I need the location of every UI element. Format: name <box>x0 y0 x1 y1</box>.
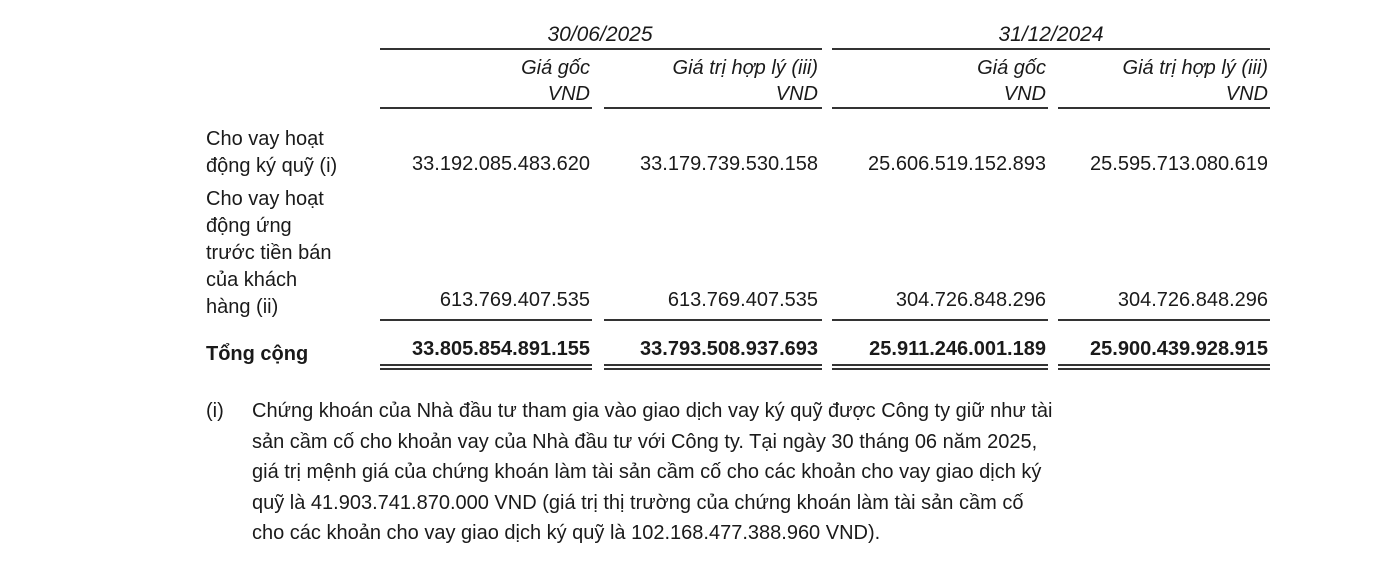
period-underline-2025 <box>380 48 822 50</box>
total-double-line <box>832 364 1048 366</box>
period-underline-2024 <box>832 48 1270 50</box>
table-cell: 304.726.848.296 <box>1117 289 1268 311</box>
period-header-2025: 30/06/2025 <box>547 23 653 46</box>
period-header-2024: 31/12/2024 <box>998 23 1104 46</box>
total-double-line <box>380 364 592 366</box>
table-cell: 33.179.739.530.158 <box>640 153 818 175</box>
total-double-line <box>380 368 592 370</box>
subtotal-line <box>604 319 822 321</box>
table-cell: 25.595.713.080.619 <box>1090 153 1268 175</box>
total-double-line <box>1058 368 1270 370</box>
row-label-advances: Cho vay hoạt động ứng trước tiền bán của khách hàng (ii) <box>206 188 332 318</box>
total-double-line <box>604 364 822 366</box>
total-cell: 33.793.508.937.693 <box>640 338 818 360</box>
column-underline <box>1058 107 1270 109</box>
footnote-marker: (i) <box>206 400 224 422</box>
table-cell: 613.769.407.535 <box>667 289 818 311</box>
total-double-line <box>604 368 822 370</box>
table-cell: 25.606.519.152.893 <box>868 153 1046 175</box>
column-underline <box>832 107 1048 109</box>
total-double-line <box>1058 364 1270 366</box>
subtotal-line <box>1058 319 1270 321</box>
column-underline <box>380 107 592 109</box>
total-label: Tổng cộng <box>206 343 309 365</box>
table-cell: 613.769.407.535 <box>439 289 590 311</box>
total-cell: 33.805.854.891.155 <box>412 338 590 360</box>
subtotal-line <box>832 319 1048 321</box>
table-cell: 33.192.085.483.620 <box>412 153 590 175</box>
column-header-fair-value-2025: Giá trị hợp lý (iii) VND <box>672 57 818 105</box>
column-header-cost-2024: Giá gốc VND <box>977 57 1046 105</box>
column-header-fair-value-2024: Giá trị hợp lý (iii) VND <box>1122 57 1268 105</box>
footnote-text: Chứng khoán của Nhà đầu tư tham gia vào giao dịch vay ký quỹ được Công ty giữ như tài sản cầm cố cho khoản vay của Nhà đầu tư với Công ty. Tại ngày 30 tháng 06 năm 2025, giá trị mệnh giá của chứng khoán làm tài sản cầm cố cho các khoản cho vay giao dịch ký quỹ là 41.903.741.870.000 VND (giá trị thị trường của chứng khoán làm tài sản cầm cố cho các khoản cho vay giao dịch ký quỹ là 102.168.477.388.960 VND). <box>252 400 1053 544</box>
column-header-cost-2025: Giá gốc VND <box>521 57 590 105</box>
row-label-margin-lending: Cho vay hoạt động ký quỹ (i) <box>206 128 338 177</box>
total-double-line <box>832 368 1048 370</box>
total-cell: 25.911.246.001.189 <box>869 338 1046 360</box>
table-cell: 304.726.848.296 <box>895 289 1046 311</box>
subtotal-line <box>380 319 592 321</box>
column-underline <box>604 107 822 109</box>
total-cell: 25.900.439.928.915 <box>1090 338 1268 360</box>
